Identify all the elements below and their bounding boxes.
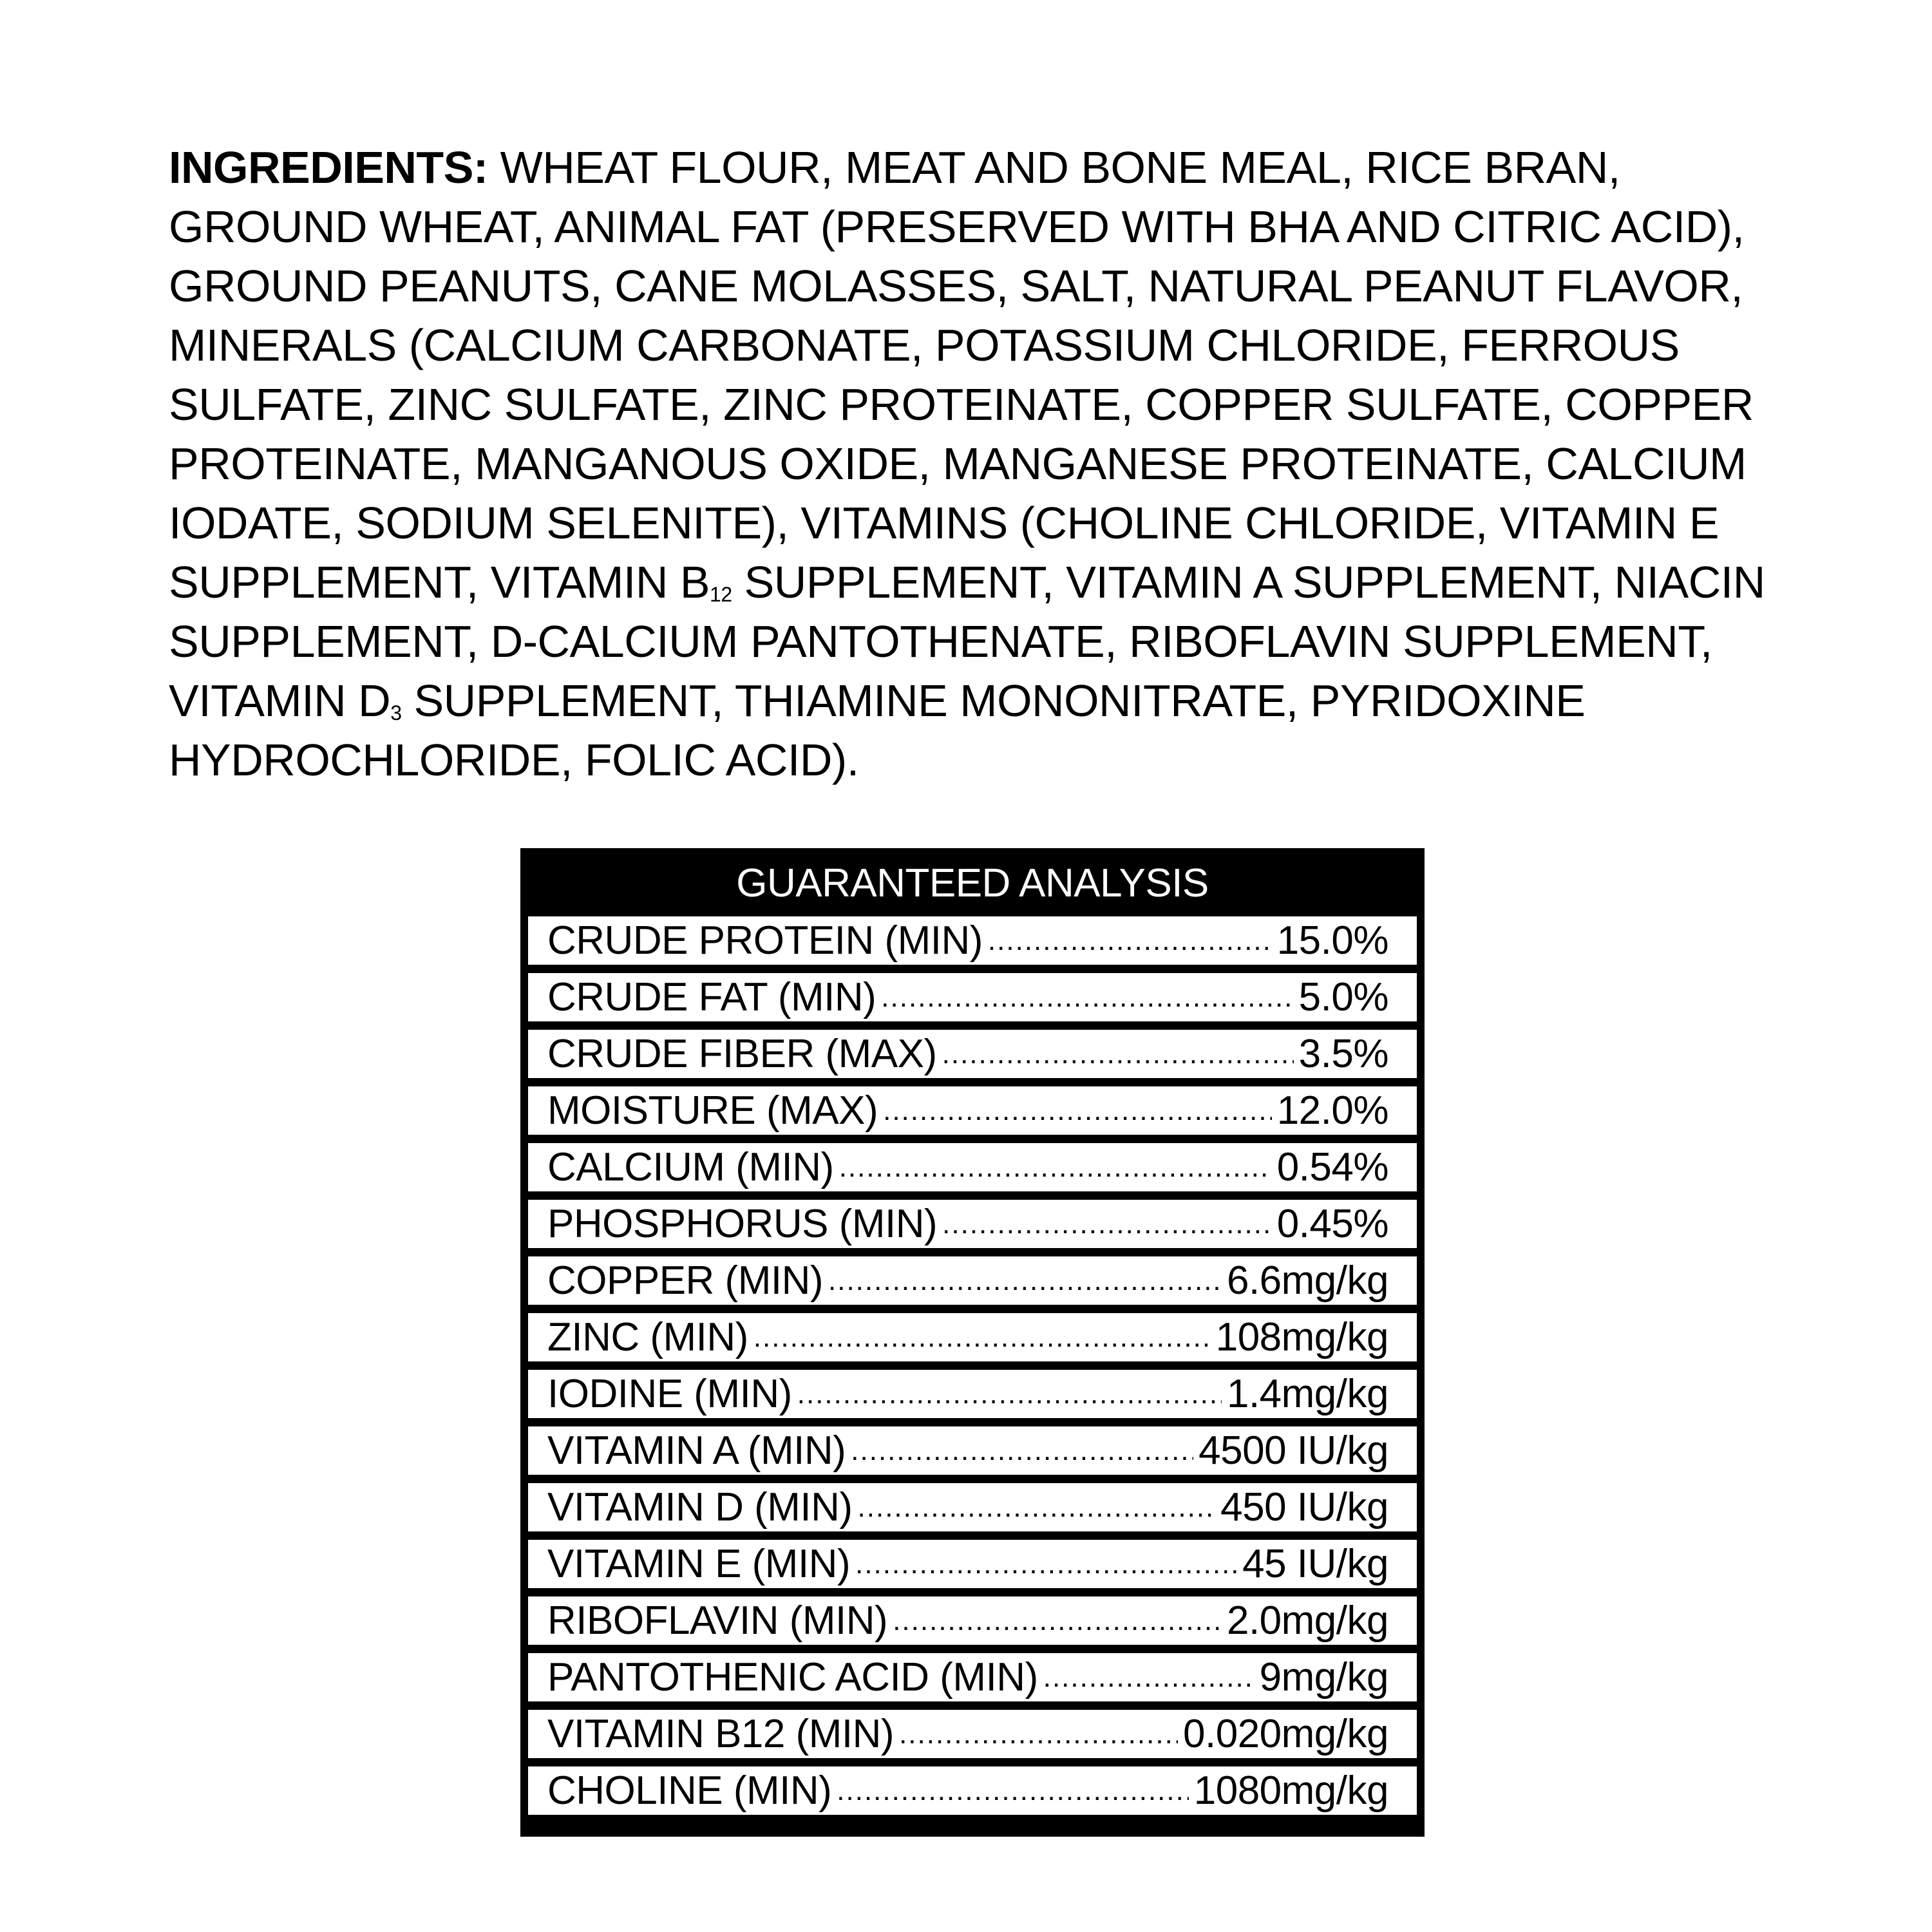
nutrient-value: 12.0%	[1276, 1088, 1388, 1133]
nutrient-value: 15.0%	[1276, 918, 1388, 963]
nutrient-value: 9mg/kg	[1259, 1655, 1388, 1700]
analysis-row	[528, 1540, 1417, 1588]
nutrient-name: CRUDE FAT (MIN)	[547, 975, 876, 1019]
dot-leader	[942, 1208, 1272, 1248]
dot-leader	[988, 925, 1272, 965]
dot-leader	[883, 1095, 1272, 1135]
analysis-row	[528, 1030, 1417, 1078]
nutrient-name: CRUDE FIBER (MAX)	[547, 1032, 937, 1076]
nutrient-value: 3.5%	[1298, 1032, 1388, 1076]
dot-leader	[797, 1378, 1222, 1418]
analysis-row	[528, 916, 1417, 965]
nutrient-name: IODINE (MIN)	[547, 1372, 792, 1416]
analysis-row	[528, 1766, 1417, 1815]
nutrient-name: VITAMIN B12 (MIN)	[547, 1712, 895, 1756]
nutrient-value: 2.0mg/kg	[1226, 1598, 1388, 1643]
nutrient-value: 108mg/kg	[1215, 1315, 1388, 1359]
dot-leader	[855, 1548, 1237, 1588]
analysis-row	[528, 1710, 1417, 1758]
nutrient-value: 5.0%	[1298, 975, 1388, 1019]
analysis-title: GUARANTEED ANALYSIS	[736, 861, 1209, 905]
nutrient-value: 450 IU/kg	[1220, 1485, 1388, 1530]
nutrient-value: 0.020mg/kg	[1183, 1712, 1388, 1756]
nutrient-name: CHOLINE (MIN)	[547, 1768, 832, 1813]
subscript-d3: 3	[390, 701, 402, 724]
nutrient-name: PANTOTHENIC ACID (MIN)	[547, 1655, 1038, 1700]
analysis-row	[528, 1426, 1417, 1475]
dot-leader	[828, 1265, 1222, 1305]
dot-leader	[942, 1038, 1294, 1078]
dot-leader	[1043, 1662, 1255, 1701]
nutrient-value: 0.45%	[1276, 1202, 1388, 1246]
nutrient-name: RIBOFLAVIN (MIN)	[547, 1598, 888, 1643]
nutrient-name: CALCIUM (MIN)	[547, 1145, 834, 1189]
analysis-row	[528, 973, 1417, 1021]
nutrient-name: ZINC (MIN)	[547, 1315, 748, 1359]
analysis-rows	[528, 916, 1417, 1815]
analysis-row	[528, 1653, 1417, 1701]
analysis-row	[528, 1483, 1417, 1531]
analysis-row	[528, 1370, 1417, 1418]
analysis-row	[528, 1596, 1417, 1645]
nutrient-name: VITAMIN A (MIN)	[547, 1428, 846, 1473]
nutrient-name: MOISTURE (MAX)	[547, 1088, 878, 1133]
nutrient-value: 4500 IU/kg	[1198, 1428, 1388, 1473]
dot-leader	[858, 1492, 1216, 1531]
guaranteed-analysis-table	[520, 848, 1425, 1837]
ingredients-text-part1: WHEAT FLOUR, MEAT AND BONE MEAL, RICE BRAN, GROUND WHEAT, ANIMAL FAT (PRESERVED WITH BHA AND CITRIC ACID), GROUND PEANUTS, CANE MOLASSES, SALT, NATURAL PEANUT FLAVOR, MINERALS (CALCIUM CARBONATE, POTASSIUM CHLORIDE, FERROUS SULFATE, ZINC SULFATE, ZINC PROTEINATE, COPPER SULFATE, COPPER PROTEINATE, MANGANOUS OXIDE, MANGANESE PROTEINATE, CALCIUM IODATE, SODIUM SELENITE), VITAMINS (CHOLINE CHLORIDE, VITAMIN E SUPPLEMENT, VITAMIN B	[169, 142, 1754, 607]
nutrient-value: 45 IU/kg	[1242, 1542, 1388, 1586]
subscript-b12: 12	[710, 583, 732, 606]
dot-leader	[837, 1775, 1188, 1815]
nutrient-name: COPPER (MIN)	[547, 1258, 823, 1303]
analysis-row	[528, 1143, 1417, 1191]
nutrient-name: VITAMIN E (MIN)	[547, 1542, 851, 1586]
dot-leader	[851, 1435, 1193, 1475]
nutrient-value: 0.54%	[1276, 1145, 1388, 1189]
dot-leader	[839, 1151, 1272, 1191]
dot-leader	[881, 981, 1293, 1021]
dot-leader	[893, 1605, 1222, 1645]
analysis-row	[528, 1256, 1417, 1305]
ingredients-paragraph	[169, 138, 1792, 790]
analysis-row	[528, 1200, 1417, 1248]
analysis-row	[528, 1086, 1417, 1135]
ingredients-text-part2: SUPPLEMENT, VITAMIN A SUPPLEMENT, NIACIN SUPPLEMENT, D-CALCIUM PANTOTHENATE, RIBOFLAVIN SUPPLEMENT, VITAMIN D	[169, 557, 1765, 726]
nutrient-value: 6.6mg/kg	[1226, 1258, 1388, 1303]
nutrient-name: CRUDE PROTEIN (MIN)	[547, 918, 983, 963]
ingredients-text-part3: SUPPLEMENT, THIAMINE MONONITRATE, PYRIDOXINE HYDROCHLORIDE, FOLIC ACID).	[169, 676, 1586, 785]
dot-leader	[753, 1321, 1211, 1361]
nutrient-name: PHOSPHORUS (MIN)	[547, 1202, 938, 1246]
nutrient-value: 1.4mg/kg	[1226, 1372, 1388, 1416]
ingredients-label: INGREDIENTS:	[169, 142, 488, 193]
dot-leader	[899, 1718, 1178, 1758]
nutrient-name: VITAMIN D (MIN)	[547, 1485, 853, 1530]
nutrient-value: 1080mg/kg	[1193, 1768, 1388, 1813]
analysis-row	[528, 1313, 1417, 1361]
